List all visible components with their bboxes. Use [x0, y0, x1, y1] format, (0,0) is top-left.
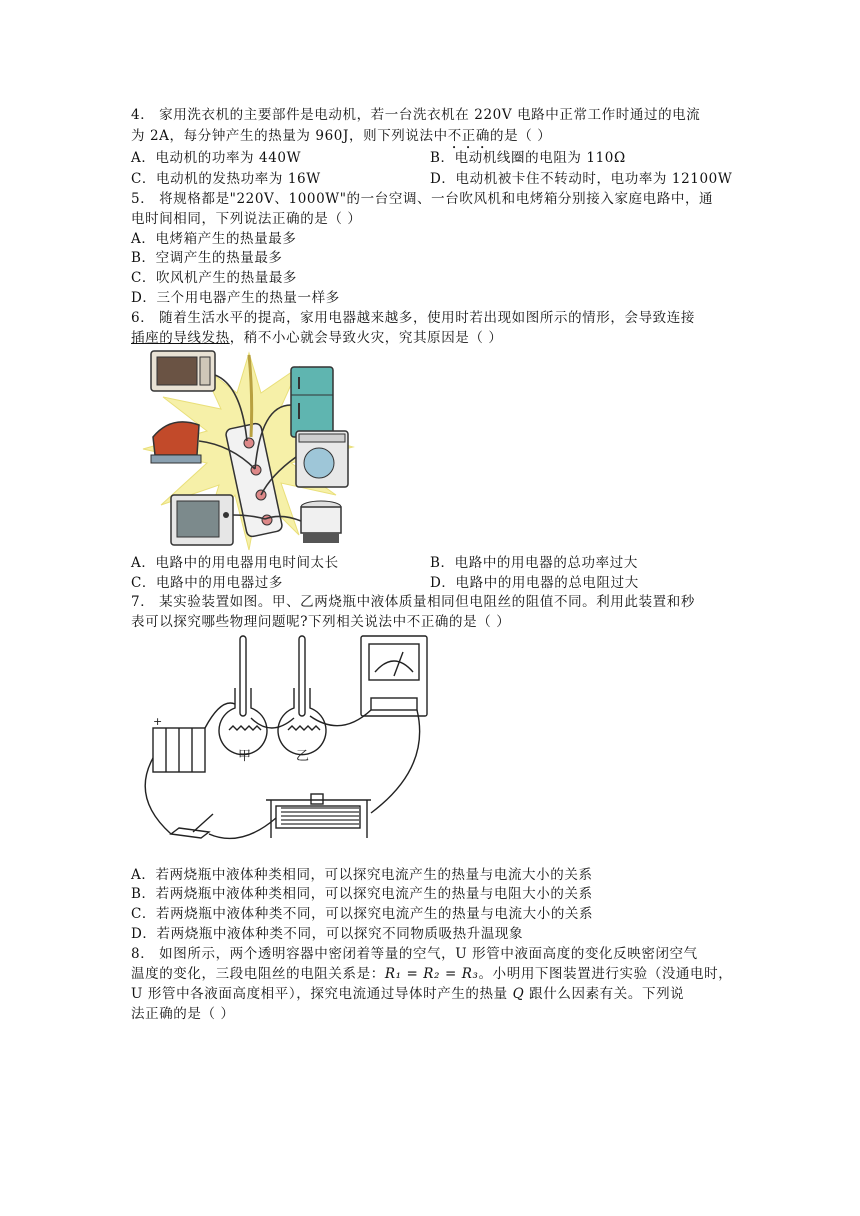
q4-stem-line1: 4． 家用洗衣机的主要部件是电动机，若一台洗衣机在 220V 电路中正常工作时通过的电流 [131, 107, 701, 123]
q4-stem-part: 为 2A，每分钟产生的热量为 960J，则下列说法中 [131, 128, 448, 144]
svg-text:+: + [153, 715, 163, 728]
q7-option-a[interactable]: A．若两烧瓶中液体种类相同，可以探究电流产生的热量与电流大小的关系 [131, 867, 593, 883]
q7-stem-line1: 7． 某实验装置如图。甲、乙两烧瓶中液体质量相同但电阻丝的阻值不同。利用此装置和秒 [131, 594, 695, 610]
q6-underlined: 插座的导线发热 [131, 330, 230, 346]
q6-option-a[interactable]: A．电路中的用电器用电时间太长 [131, 555, 339, 571]
q5-stem-line1: 5． 将规格都是"220V、1000W"的一台空调、一台吹风机和电烤箱分别接入家庭电路中，通 [131, 191, 714, 207]
q6-stem-end: ，稍不小心就会导致火灾，究其原因是（ ） [229, 330, 503, 346]
q5-option-a[interactable]: A．电烤箱产生的热量最多 [131, 231, 297, 247]
q8-heat-symbol: Q [512, 986, 525, 1002]
q8-stem-line3 [131, 984, 731, 1004]
rheostat-icon [276, 806, 360, 828]
q6-option-d[interactable]: D．电路中的用电器的总电阻过大 [430, 575, 639, 591]
television-icon [171, 495, 233, 545]
iron-icon [151, 422, 201, 463]
refrigerator-icon [291, 367, 333, 437]
q5-stem-line2: 电时间相同，下列说法正确的是（ ） [131, 211, 362, 227]
q8-stem-part3: U 形管中各液面高度相平），探究电流通过导体时产生的热量 [131, 986, 513, 1002]
q7-option-c[interactable]: C．若两烧瓶中液体种类不同，可以探究电流产生的热量与电流大小的关系 [131, 906, 594, 922]
switch-icon [171, 828, 209, 838]
flask-jia-icon [219, 688, 267, 755]
q8-stem-line4: 法正确的是（ ） [131, 1006, 235, 1022]
q8-stem-part2: 。小明用下图装置进行实验（没通电时， [478, 966, 733, 982]
q4-emphasis: 不正确 [447, 128, 491, 144]
pot-icon [301, 501, 341, 543]
thermometer-jia-icon [240, 636, 246, 716]
q4-stem-end: 的是（ ） [490, 128, 552, 144]
q6-stem-line1: 6． 随着生活水平的提高，家用电器越来越多，使用时若出现如图所示的情形，会导致连接 [131, 310, 695, 326]
flask-label-yi: 乙 [296, 749, 310, 764]
q8-stem-part: 温度的变化，三段电阻丝的电阻关系是： [131, 966, 385, 982]
q8-resistance-relation: R₁ = R₂ = R₃ [384, 966, 479, 982]
q5-option-d[interactable]: D．三个用电器产生的热量一样多 [131, 290, 340, 306]
washing-machine-icon [296, 431, 348, 487]
q6-option-c[interactable]: C．电路中的用电器过多 [131, 575, 283, 591]
q5-option-c[interactable]: C．吹风机产生的热量最多 [131, 270, 298, 286]
q5-option-b[interactable]: B．空调产生的热量最多 [131, 250, 283, 266]
q7-option-b[interactable]: B．若两烧瓶中液体种类相同，可以探究电流产生的热量与电阻大小的关系 [131, 886, 593, 902]
q8-stem-part4: 跟什么因素有关。下列说 [524, 986, 685, 1002]
q4-option-b[interactable]: B．电动机线圈的电阻为 110Ω [430, 150, 626, 166]
q4-option-a[interactable]: A．电动机的功率为 440W [131, 150, 302, 166]
flask-label-jia: 甲 [238, 749, 252, 764]
resistor-jia [229, 726, 261, 730]
q4-option-c[interactable]: C．电动机的发热功率为 16W [131, 171, 321, 187]
q4-option-d[interactable]: D．电动机被卡住不转动时，电功率为 12100W [430, 171, 733, 187]
q7-option-d[interactable]: D．若两烧瓶中液体种类不同，可以探究不同物质吸热升温现象 [131, 926, 524, 942]
microwave-icon [151, 351, 215, 391]
heating-circuit-figure [131, 628, 441, 858]
q8-stem-line1: 8． 如图所示，两个透明容器中密闭着等量的空气，U 形管中液面高度的变化反映密闭空气 [131, 946, 698, 962]
thermometer-yi-icon [299, 636, 305, 716]
q7-stem-line2: 表可以探究哪些物理问题呢?下列相关说法中不正确的是（ ） [131, 614, 511, 630]
q6-option-b[interactable]: B．电路中的用电器的总功率过大 [430, 555, 638, 571]
overloaded-socket-figure [131, 345, 366, 555]
q8-stem-line2 [131, 964, 731, 984]
